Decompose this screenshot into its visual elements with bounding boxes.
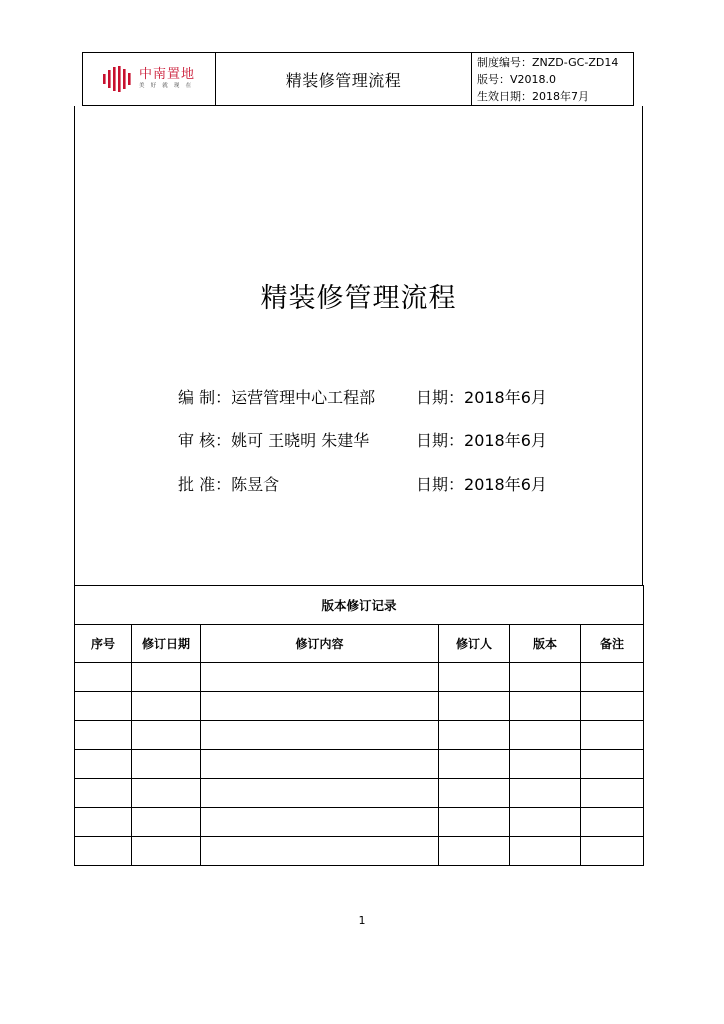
- table-cell: [75, 721, 132, 750]
- table-cell: [201, 837, 439, 866]
- table-cell: [510, 721, 581, 750]
- signoff-people: 姚可 王晓明 朱建华: [231, 431, 370, 450]
- signoff-date-label: 日期：: [416, 388, 465, 407]
- header-title: 精装修管理流程: [285, 70, 402, 90]
- meta-code-value: ZNZD-GC-ZD14: [532, 55, 619, 69]
- table-cell: [132, 779, 201, 808]
- revision-table-caption: 版本修订记录: [75, 586, 644, 625]
- table-cell: [581, 837, 644, 866]
- document-title: 精装修管理流程: [260, 283, 457, 314]
- signoff-date: [416, 472, 547, 495]
- signoff-date-label: 日期：: [416, 475, 465, 494]
- table-cell: [132, 808, 201, 837]
- signoff-role: 批 准：: [178, 475, 232, 494]
- table-row: [75, 837, 644, 866]
- table-cell: [510, 750, 581, 779]
- table-cell: [439, 779, 510, 808]
- meta-effective-value: 2018年7月: [532, 89, 589, 103]
- table-cell: [581, 779, 644, 808]
- table-cell: [581, 692, 644, 721]
- column-header-remarks: 备注: [581, 625, 644, 663]
- column-header-index: 序号: [75, 625, 132, 663]
- revision-record-table: [74, 585, 644, 866]
- meta-version: [477, 71, 633, 88]
- column-header-date: 修订日期: [132, 625, 201, 663]
- cover-section: [74, 106, 643, 586]
- table-cell: [510, 779, 581, 808]
- table-cell: [132, 750, 201, 779]
- table-cell: [75, 663, 132, 692]
- table-cell: [201, 721, 439, 750]
- column-header-content: 修订内容: [201, 625, 439, 663]
- table-cell: [581, 808, 644, 837]
- table-cell: [201, 663, 439, 692]
- revision-table-header: [75, 625, 644, 663]
- signoff-role: 审 核：: [178, 431, 232, 450]
- signoff-date-value: 2018年6月: [464, 475, 547, 494]
- table-cell: [132, 721, 201, 750]
- table-row: [75, 808, 644, 837]
- company-logo: [83, 53, 216, 105]
- table-row: [75, 692, 644, 721]
- table-cell: [439, 692, 510, 721]
- signoff-row-prepared: [178, 385, 547, 408]
- document-header: [82, 52, 634, 106]
- table-cell: [510, 663, 581, 692]
- table-cell: [439, 750, 510, 779]
- meta-effective-date: [477, 88, 633, 105]
- table-cell: [75, 692, 132, 721]
- table-cell: [581, 750, 644, 779]
- table-cell: [510, 692, 581, 721]
- table-row: [75, 721, 644, 750]
- signoff-people: 陈昱含: [231, 475, 280, 494]
- page-number: 1: [358, 914, 366, 927]
- table-cell: [439, 808, 510, 837]
- table-cell: [439, 837, 510, 866]
- table-cell: [581, 721, 644, 750]
- table-cell: [132, 692, 201, 721]
- table-cell: [75, 750, 132, 779]
- table-cell: [201, 692, 439, 721]
- meta-code-label: 制度编号：: [477, 55, 532, 69]
- logo-company-name: 中南置地: [138, 67, 195, 83]
- meta-version-value: V2018.0: [510, 72, 557, 86]
- signoff-date: [416, 385, 547, 408]
- signoff-date-value: 2018年6月: [464, 388, 547, 407]
- meta-effective-label: 生效日期：: [477, 89, 532, 103]
- table-cell: [439, 721, 510, 750]
- table-cell: [581, 663, 644, 692]
- signoff-row-reviewed: [178, 428, 547, 451]
- table-cell: [132, 837, 201, 866]
- table-cell: [201, 750, 439, 779]
- meta-code: [477, 54, 633, 71]
- table-cell: [439, 663, 510, 692]
- signoff-people: 运营管理中心工程部: [231, 388, 376, 407]
- signoff-date-value: 2018年6月: [464, 431, 547, 450]
- meta-version-label: 版号：: [477, 72, 510, 86]
- table-row: [75, 779, 644, 808]
- column-header-version: 版本: [510, 625, 581, 663]
- table-cell: [75, 779, 132, 808]
- logo-bars-icon: [103, 66, 133, 92]
- signoff-row-approved: [178, 472, 547, 495]
- header-meta: [471, 53, 633, 105]
- table-cell: [201, 779, 439, 808]
- table-cell: [75, 808, 132, 837]
- table-cell: [132, 663, 201, 692]
- table-cell: [75, 837, 132, 866]
- signoff-date: [416, 428, 547, 451]
- table-cell: [510, 837, 581, 866]
- column-header-reviser: 修订人: [439, 625, 510, 663]
- signoff-date-label: 日期：: [416, 431, 465, 450]
- logo-slogan: 美 好 就 现 在: [138, 83, 194, 90]
- table-cell: [510, 808, 581, 837]
- table-row: [75, 663, 644, 692]
- signoff-role: 编 制：: [178, 388, 232, 407]
- table-cell: [201, 808, 439, 837]
- table-row: [75, 750, 644, 779]
